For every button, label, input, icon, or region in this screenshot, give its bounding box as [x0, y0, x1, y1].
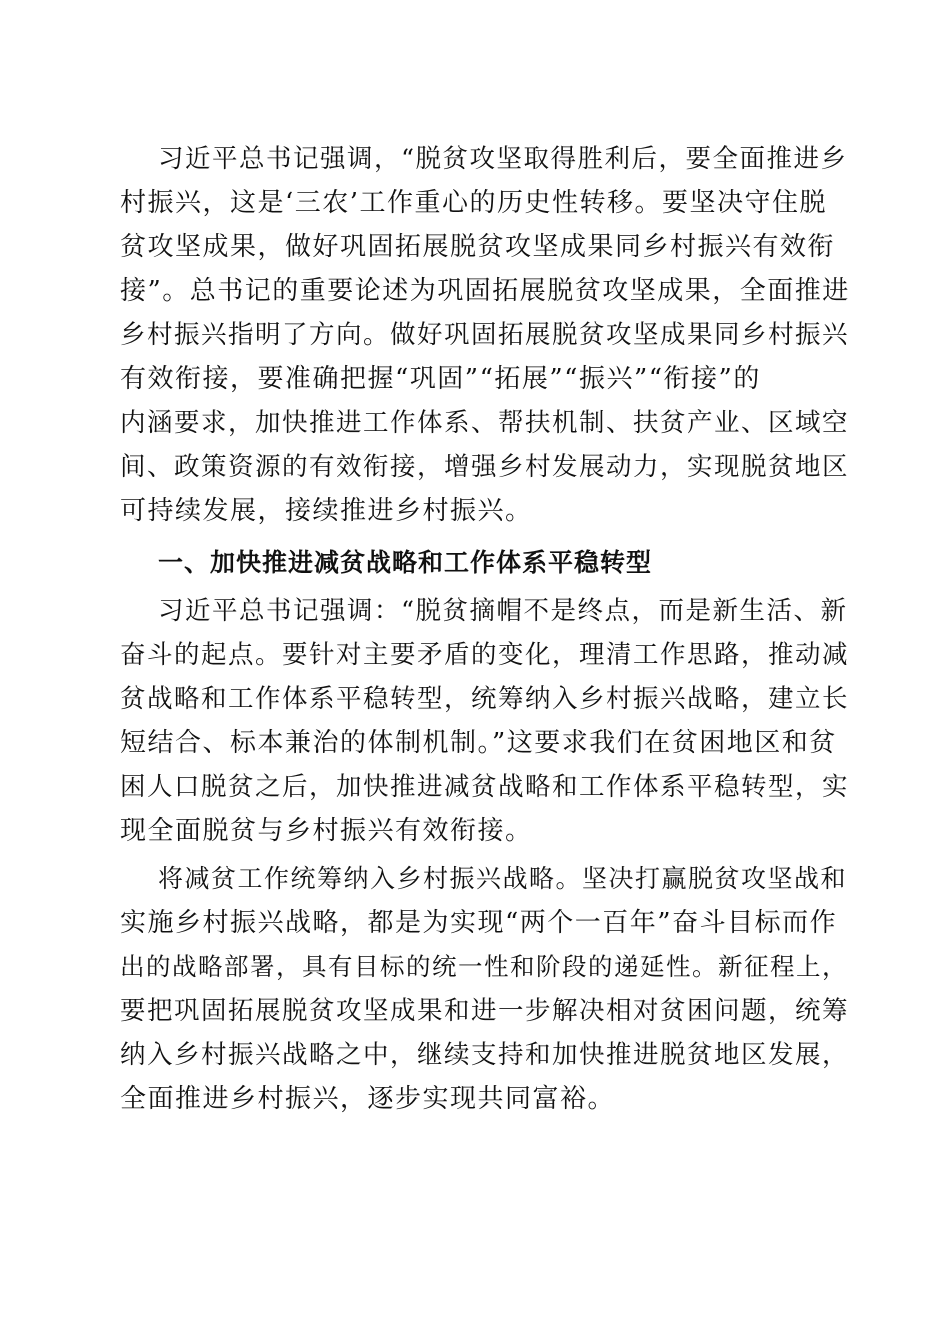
paragraph-1-line-8: 间、政策资源的有效衔接，增强乡村发展动力，实现脱贫地区 [120, 452, 850, 482]
paragraph-2-line-3: 贫战略和工作体系平稳转型，统筹纳入乡村振兴战略，建立长 [120, 684, 850, 714]
paragraph-1-line-5: 乡村振兴指明了方向。做好巩固拓展脱贫攻坚成果同乡村振兴 [120, 320, 850, 350]
section-heading-1: 一、加快推进减贫战略和工作体系平稳转型 [158, 548, 653, 577]
paragraph-2-line-1: 习近平总书记强调：“脱贫摘帽不是终点，而是新生活、新 [158, 596, 848, 626]
paragraph-1-line-2: 村振兴，这是‘三农’工作重心的历史性转移。要坚决守住脱 [120, 188, 828, 218]
paragraph-2-line-6: 现全面脱贫与乡村振兴有效衔接。 [120, 816, 533, 846]
paragraph-2-line-4: 短结合、标本兼治的体制机制。”这要求我们在贫困地区和贫 [120, 728, 837, 758]
paragraph-1-line-6: 有效衔接，要准确把握“巩固”“拓展”“振兴”“衔接”的 [120, 364, 761, 394]
paragraph-3-line-2: 实施乡村振兴战略，都是为实现“两个一百年”奋斗目标而作 [120, 908, 838, 938]
paragraph-1-line-7: 内涵要求，加快推进工作体系、帮扶机制、扶贫产业、区域空 [120, 408, 850, 438]
paragraph-2-line-5: 困人口脱贫之后，加快推进减贫战略和工作体系平稳转型，实 [120, 772, 850, 802]
paragraph-1-line-3: 贫攻坚成果，做好巩固拓展脱贫攻坚成果同乡村振兴有效衔 [120, 232, 836, 262]
paragraph-3-line-4: 要把巩固拓展脱贫攻坚成果和进一步解决相对贫困问题，统筹 [120, 996, 850, 1026]
paragraph-3-line-3: 出的战略部署，具有目标的统一性和阶段的递延性。新征程上， [120, 952, 848, 981]
paragraph-3-line-6: 全面推进乡村振兴，逐步实现共同富裕。 [120, 1084, 616, 1114]
paragraph-1-line-4: 接”。总书记的重要论述为巩固拓展脱贫攻坚成果，全面推进 [120, 276, 850, 306]
paragraph-3-line-1: 将减贫工作统筹纳入乡村振兴战略。坚决打赢脱贫攻坚战和 [158, 864, 848, 893]
paragraph-1-line-9: 可持续发展，接续推进乡村振兴。 [120, 496, 533, 526]
paragraph-2-line-2: 奋斗的起点。要针对主要矛盾的变化，理清工作思路，推动减 [120, 640, 850, 670]
paragraph-3-line-5: 纳入乡村振兴战略之中，继续支持和加快推进脱贫地区发展， [120, 1040, 850, 1070]
paragraph-1-line-1: 习近平总书记强调，“脱贫攻坚取得胜利后，要全面推进乡 [158, 144, 848, 174]
